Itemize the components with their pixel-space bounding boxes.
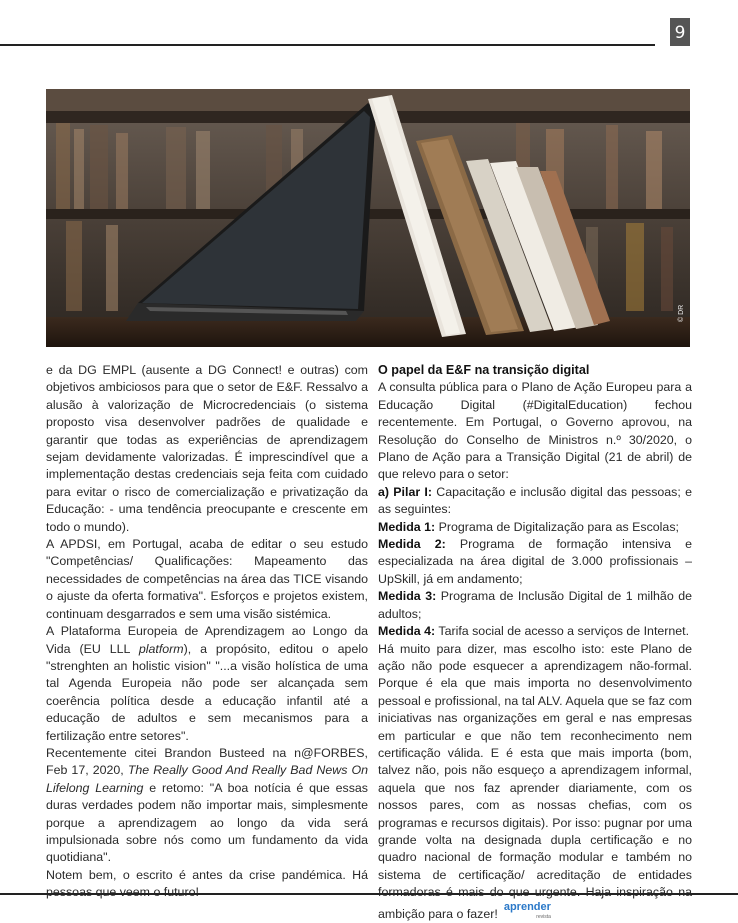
list-item: Medida 1: Programa de Digitalização para as Escolas; (378, 519, 692, 536)
header-photo-laptop-books (46, 89, 690, 347)
article-title: The Really Good And Really Bad News On Lifelong Learning (46, 763, 368, 794)
italic-term: platform (139, 642, 184, 656)
paragraph: e da DG EMPL (ausente a DG Connect! e outras) com objetivos ambiciosos para que o setor de E&F. Ressalvo a alusão à valorização de Microcredenciais (o sistema proposto visa desenvolver padrões de qualidade e garantir que todas as experiências de aprendizagem sejam devidamente valorizadas. É imprescindível que a implementação destas credenciais seja feita com cuidado para evitar o risco de comercialização e privatização da Educação: - uma tendência preocupante e crescente em todo o mundo). (46, 362, 368, 536)
paragraph: A consulta pública para o Plano de Ação Europeu para a Educação Digital (#DigitalEducation) fechou recentemente. Em Portugal, o Governo aprovou, na Resolução do Conselho de Ministros n.º 30/2020, o Plano de Ação para a Transição Digital (21 de abril) de que relevo para o setor: (378, 379, 692, 483)
paragraph: A APDSI, em Portugal, acaba de editar o seu estudo "Competências/ Qualificações: Mapeamento das necessidades de competências na área das TICE visando o ajuste da oferta formativa". Esforços e projetos existem, continuam desgarrados e sem uma visão sistémica. (46, 536, 368, 623)
paragraph: Recentemente citei Brandon Busteed na n@FORBES, Feb 17, 2020, The Really Good And Really Bad News On Lifelong Learning e retomo: "A boa notícia é que essas duras verdades podem não importar mais, simplesmente porque a aprendizagem ao longo da vida será impulsionada sobre nós como um fundamento da vida quotidiana". (46, 745, 368, 867)
item-label: a) Pilar I: (378, 485, 432, 499)
footer-rule (0, 893, 738, 895)
photo-credit: © DR (678, 305, 685, 322)
aprender-logo: aprender revista (504, 902, 551, 922)
item-label: Medida 3: (378, 589, 436, 603)
header-rule (0, 44, 655, 46)
page-number: 9 (670, 18, 690, 46)
list-item: Medida 4: Tarifa social de acesso a serviços de Internet. (378, 623, 692, 640)
section-heading: O papel da E&F na transição digital (378, 362, 692, 379)
list-item: a) Pilar I: Capacitação e inclusão digital das pessoas; e as seguintes: (378, 484, 692, 519)
paragraph: Há muito para dizer, mas escolho isto: este Plano de ação não pode esquecer a aprendizagem não-formal. Porque é ela que mais importa no desenvolvimento pessoal e profissional, na tal ALV. Aquela que se faz com iniciativas nas organizações em geral e nas empresas em particular e que não tem reconhecimento nem certificação válida. E é esta que mais importa (bom, talvez não, pois não esqueço a aprendizagem informal, aquela que nos faz aprender diariamente, com os nossos pares, com as nossas chefias, com os programas e recursos digitais). Por isso: pugnar por uma grande volta na designada dupla certificação e no quadro nacional de formação modular e também no sistema de certificação/ acreditação de entidades ambição para o fazer! aprender revista (378, 641, 692, 923)
paragraph: Notem bem, o escrito é antes da crise pandémica. Há (46, 867, 368, 902)
paragraph: A Plataforma Europeia de Aprendizagem ao Longo da Vida (EU LLL platform), a propósito, editou o apelo "strenghten an holistic vision" "...a visão holística de uma tal Agenda Europeia não pode ser alcançada sem coerência política desde a educação infantil até a educação de adultos e sem mecanismos para a fertilização entre setores". (46, 623, 368, 745)
left-column (46, 362, 368, 902)
item-label: Medida 4: (378, 624, 435, 638)
item-label: Medida 1: (378, 520, 435, 534)
item-label: Medida 2: (378, 537, 446, 551)
list-item: Medida 3: Programa de Inclusão Digital de 1 milhão de adultos; (378, 588, 692, 623)
list-item: Medida 2: Programa de formação intensiva e especializada na área digital de 3.000 profissionais – UpSkill, já em andamento; (378, 536, 692, 588)
right-column (378, 362, 692, 923)
